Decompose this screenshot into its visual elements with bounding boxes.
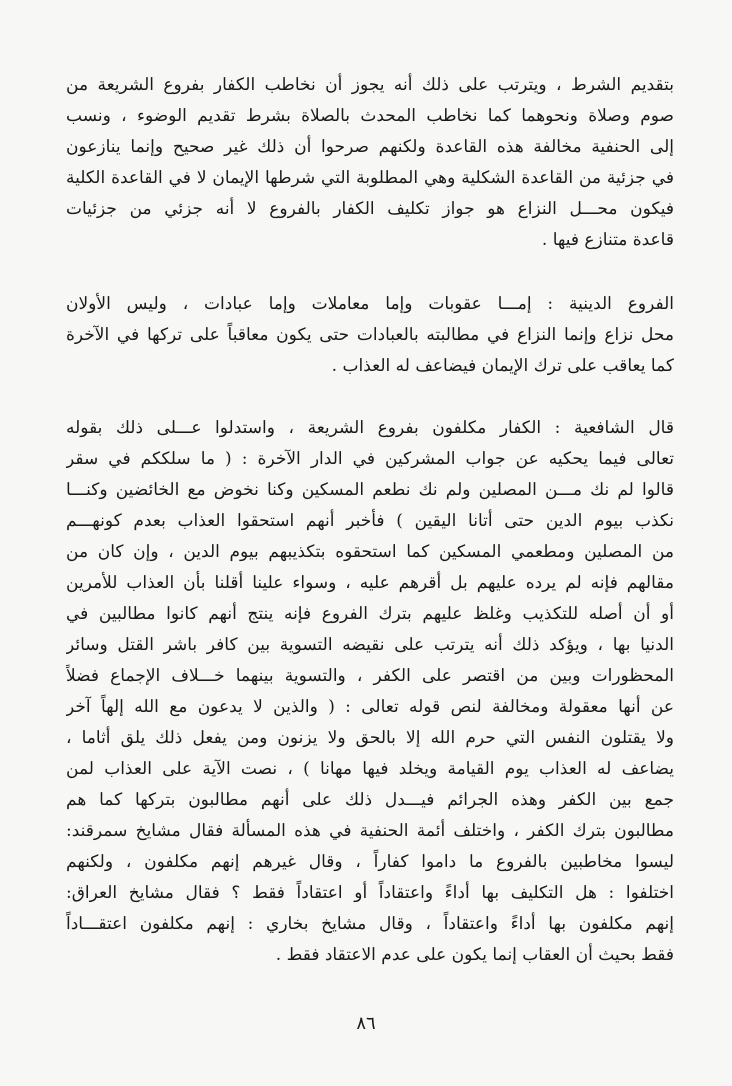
- text-line: قالوا لم نك مـــن المصلين ولم نك نطعم المسكين وكنا نخوض مع الخائضين وكنـــا: [66, 480, 674, 500]
- text-line: قاعدة متنازع فيها .: [541, 230, 674, 250]
- text-line: اختلفوا : هل التكليف بها أداءً واعتقاداً أو اعتقاداً فقط ؟ فقال مشايخ العراق:: [66, 883, 674, 903]
- text-line: في جزئية من القاعدة الشكلية وهي المطلوبة التي شرطها الإيمان لا في القاعدة الكلية: [66, 168, 674, 188]
- text-line: قال الشافعية : الكفار مكلفون بفروع الشريعة ، واستدلوا عـــلى ذلك بقوله: [66, 418, 674, 438]
- text-line: بتقديم الشرط ، ويترتب على ذلك أنه يجوز أن نخاطب الكفار بفروع الشريعة من: [66, 75, 674, 95]
- text-line: مطالبون بترك الكفر ، واختلف أئمة الحنفية في هذه المسألة فقال مشايخ سمرقند:: [66, 821, 674, 841]
- paragraph-1: [66, 70, 674, 256]
- text-line: الفروع الدينية : إمـــا عقوبات وإما معاملات وإما عبادات ، وليس الأولان: [66, 294, 674, 314]
- text-line: أو أن أصله للتكذيب وغلظ عليهم بترك الفروع فإنه ينتج أنهم كانوا مطالبين في: [66, 604, 674, 624]
- text-line: ولا يقتلون النفس التي حرم الله إلا بالحق ولا يزنون ومن يفعل ذلك يلق أثاما ،: [66, 728, 674, 748]
- text-line: يضاعف له العذاب يوم القيامة ويخلد فيها مهانا ) ، نصت الآية على العذاب لمن: [66, 759, 674, 779]
- text-line: إنهم مكلفون بها أداءً واعتقاداً ، وقال مشايخ بخاري : إنهم مكلفون اعتقـــاداً: [66, 914, 674, 934]
- page-number: ٨٦: [356, 1013, 376, 1034]
- text-line: الدنيا بها ، ويؤكد ذلك أنه يترتب على نقيضه التسوية بين كافر باشر القتل وسائر: [66, 635, 674, 655]
- paragraph-2: [66, 289, 674, 382]
- text-line: فيكون محـــل النزاع هو جواز تكليف الكفار بالفروع لا أنه جزئي من جزئيات: [66, 199, 674, 219]
- text-line: مقالهم فإنه لم يرده عليهم بل أقرهم عليه ، وسواء علينا أقلنا بأن العذاب للأمرين: [66, 573, 674, 593]
- text-line: المحظورات وبين من اقتصر على الكفر ، والتسوية بينهما خـــلاف الإجماع فضلاً: [66, 666, 674, 686]
- text-line: كما يعاقب على ترك الإيمان فيضاعف له العذاب .: [331, 356, 674, 376]
- text-line: ليسوا مخاطبين بالفروع ما داموا كفاراً ، وقال غيرهم إنهم مكلفون ، ولكنهم: [66, 852, 674, 872]
- text-line: فقط بحيث أن العقاب إنما يكون على عدم الاعتقاد فقط .: [275, 945, 674, 965]
- text-line: صوم وصلاة ونحوهما كما نخاطب المحدث بالصلاة بشرط تقديم الوضوء ، ونسب: [66, 106, 674, 126]
- text-line: جمع بين الكفر وهذه الجرائم فيـــدل ذلك على أنهم مطالبون بتركها كما هم: [66, 790, 674, 810]
- text-line: تعالى فيما يحكيه عن جواب المشركين في الدار الآخرة : ( ما سلككم في سقر: [66, 449, 674, 469]
- text-line: من المصلين ومطعمي المسكين كما استحقوه بتكذيبهم بيوم الدين ، وإن كان من: [66, 542, 674, 562]
- text-line: محل نزاع وإنما النزاع في مطالبته بالعبادات حتى يكون معاقباً على تركها في الآخرة: [66, 325, 674, 345]
- text-line: نكذب بيوم الدين حتى أتانا اليقين ) فأخبر أنهم استحقوا العذاب بعدم كونهـــم: [66, 511, 674, 531]
- text-line: عن أنها معقولة ومخالفة لنص قوله تعالى : ( والذين لا يدعون مع الله إلهاً آخر: [66, 697, 674, 717]
- paragraph-3: [66, 413, 674, 971]
- body-text: [66, 70, 674, 971]
- text-line: إلى الحنفية مخالفة هذه القاعدة ولكنهم صرحوا أن ذلك غير صحيح وإنما ينازعون: [66, 137, 674, 157]
